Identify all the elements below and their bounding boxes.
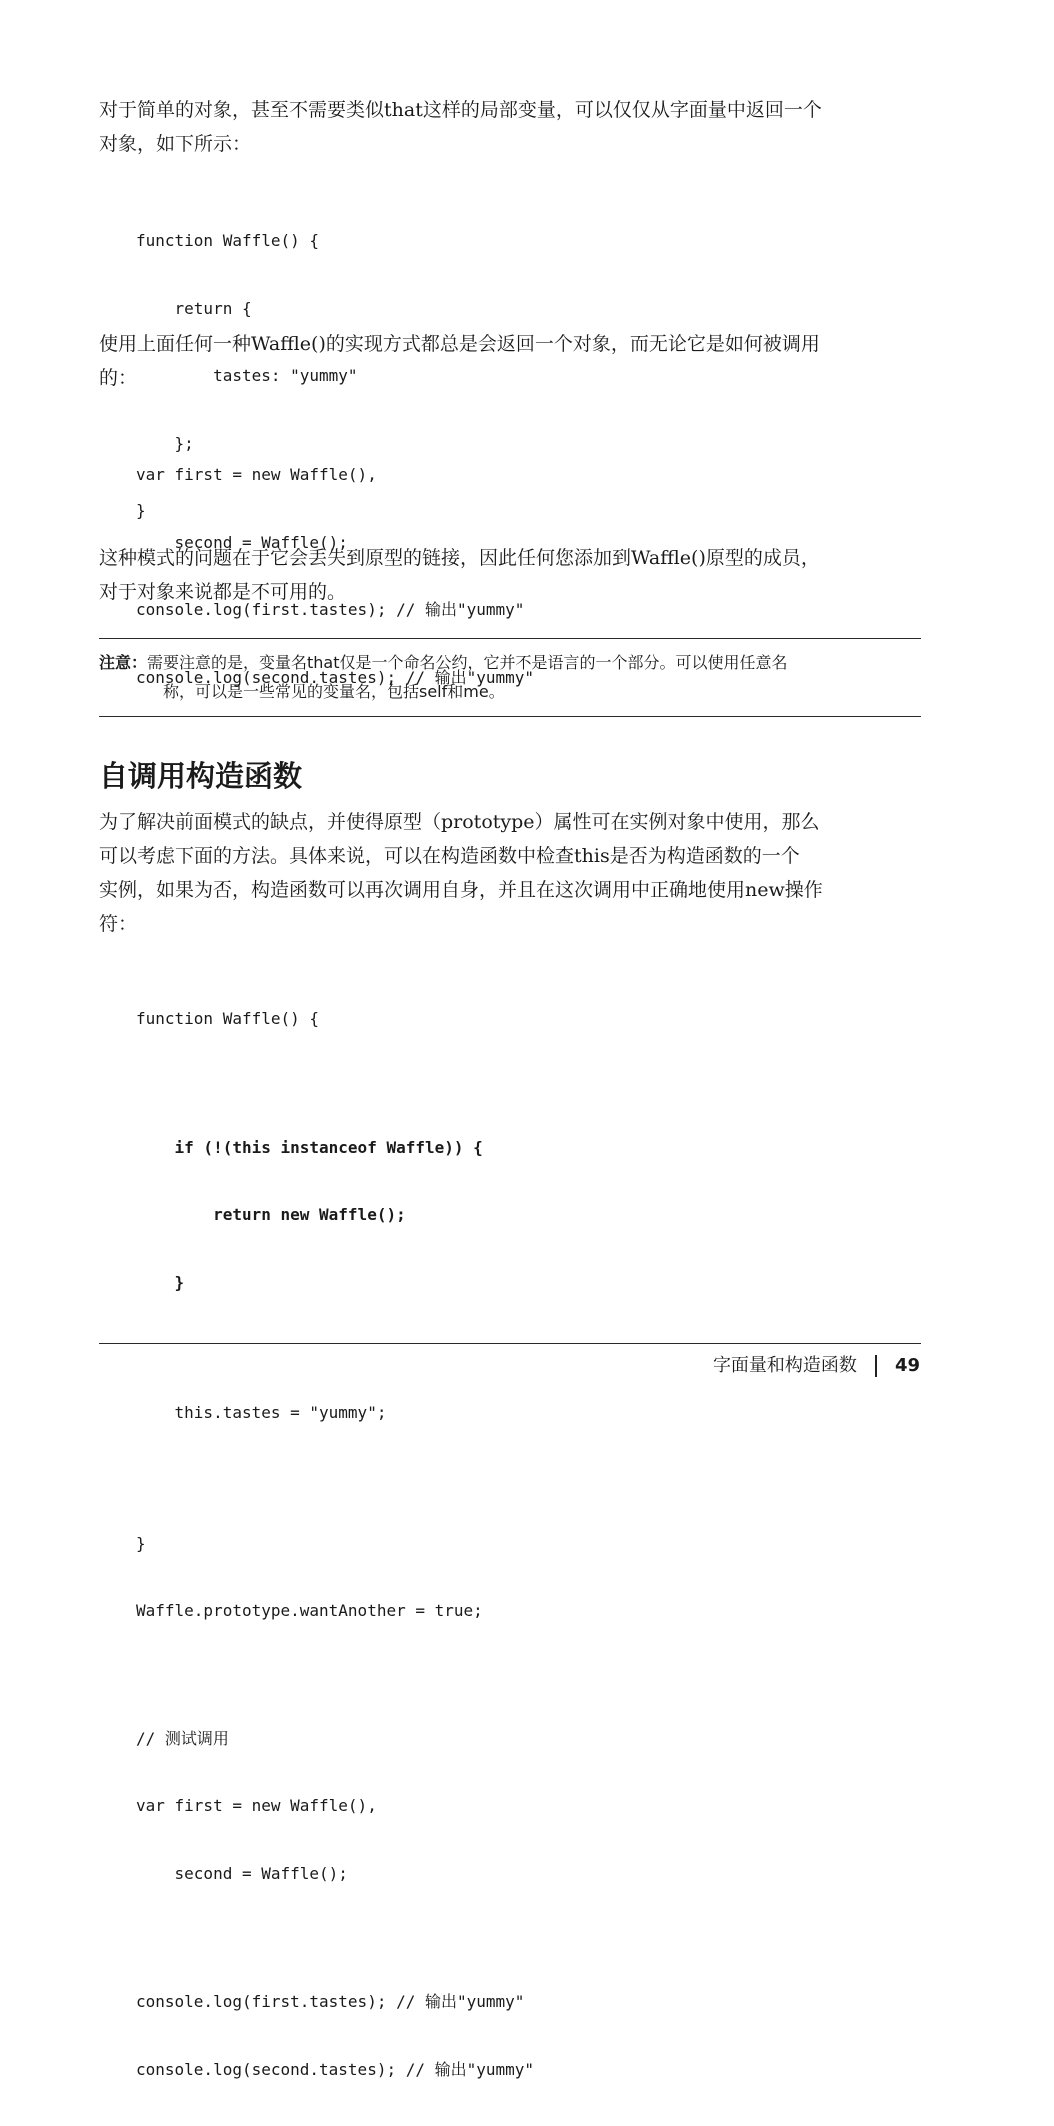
code-line: };: [136, 433, 194, 453]
chapter-title: 字面量和构造函数: [712, 1355, 857, 1376]
section-heading: 自调用构造函数: [99, 759, 303, 793]
code-comment: // 测试调用: [136, 1728, 229, 1748]
paragraph-any-implementation: [99, 327, 921, 395]
footer-rule: [99, 1343, 921, 1344]
code-block-self-invoking-constructor: [136, 963, 534, 2126]
text-line: 对于简单的对象，甚至不需要类似that这样的局部变量，可以仅仅从字面量中返回一个: [99, 99, 822, 121]
paragraph-intro: [99, 93, 921, 161]
code-spacer: [136, 1930, 534, 1946]
text-line: 实例，如果为否，构造函数可以再次调用自身，并且在这次调用中正确地使用new操作: [99, 879, 823, 901]
text-line: 对于对象来说都是不可用的。: [99, 581, 347, 603]
code-line: }: [136, 501, 146, 520]
code-line: }: [136, 1533, 146, 1553]
note-top-rule: [99, 638, 921, 639]
code-line-bold: if (!(this instanceof Waffle)) {: [136, 1137, 483, 1157]
code-line: second = Waffle();: [136, 532, 348, 552]
code-line: console.log(first.tastes); // 输出"yummy": [136, 600, 525, 619]
code-spacer: [136, 1339, 534, 1357]
page-number: 49: [894, 1355, 920, 1376]
code-line-bold: }: [136, 1272, 185, 1292]
note-label: 注意：: [99, 653, 148, 672]
note-bottom-rule: [99, 716, 921, 717]
code-line: console.log(second.tastes); // 输出"yummy": [136, 2059, 535, 2079]
code-line: console.log(first.tastes); // 输出"yummy": [136, 1992, 525, 2011]
page-footer: [713, 1353, 920, 1379]
footer-separator: [875, 1355, 877, 1377]
text-line: 对象，如下所示：: [99, 133, 252, 155]
text-line: 符：: [99, 913, 138, 935]
code-line: tastes: "yummy": [136, 366, 358, 385]
paragraph-self-invoking: [99, 805, 921, 941]
code-line: return {: [136, 298, 252, 318]
note-second-line: 称，可以是一些常见的变量名，包括self和me。: [163, 682, 505, 701]
code-line: Waffle.prototype.wantAnother = true;: [136, 1601, 483, 1620]
paragraph-pattern-problem: [99, 541, 921, 609]
code-spacer: [136, 1470, 534, 1488]
code-spacer: [136, 1668, 534, 1683]
code-line: this.tastes = "yummy";: [136, 1403, 387, 1422]
text-line: 的：: [99, 367, 138, 389]
code-line: var first = new Waffle(),: [136, 1796, 377, 1815]
text-line: 这种模式的问题在于它会丢失到原型的链接，因此任何您添加到Waffle()原型的成员，: [99, 547, 820, 569]
code-line: second = Waffle();: [136, 1863, 348, 1883]
note-box: [99, 648, 921, 706]
code-line: var first = new Waffle(),: [136, 465, 377, 484]
text-line: 可以考虑下面的方法。具体来说，可以在构造函数中检查this是否为构造函数的一个: [99, 845, 800, 867]
code-line-bold: return new Waffle();: [136, 1205, 406, 1224]
note-text: 需要注意的是，变量名that仅是一个命名公约，它并不是语言的一个部分。可以使用任意名: [147, 653, 788, 672]
text-line: 为了解决前面模式的缺点，并使得原型（prototype）属性可在实例对象中使用，那么: [99, 811, 820, 833]
code-line: console.log(second.tastes); // 输出"yummy": [136, 667, 535, 687]
code-line: function Waffle() {: [136, 1009, 320, 1028]
text-line: 使用上面任何一种Waffle()的实现方式都总是会返回一个对象，而无论它是如何被调用: [99, 333, 820, 355]
code-spacer: [136, 1076, 534, 1092]
code-line: function Waffle() {: [136, 231, 320, 250]
note-first-line: [99, 648, 921, 677]
